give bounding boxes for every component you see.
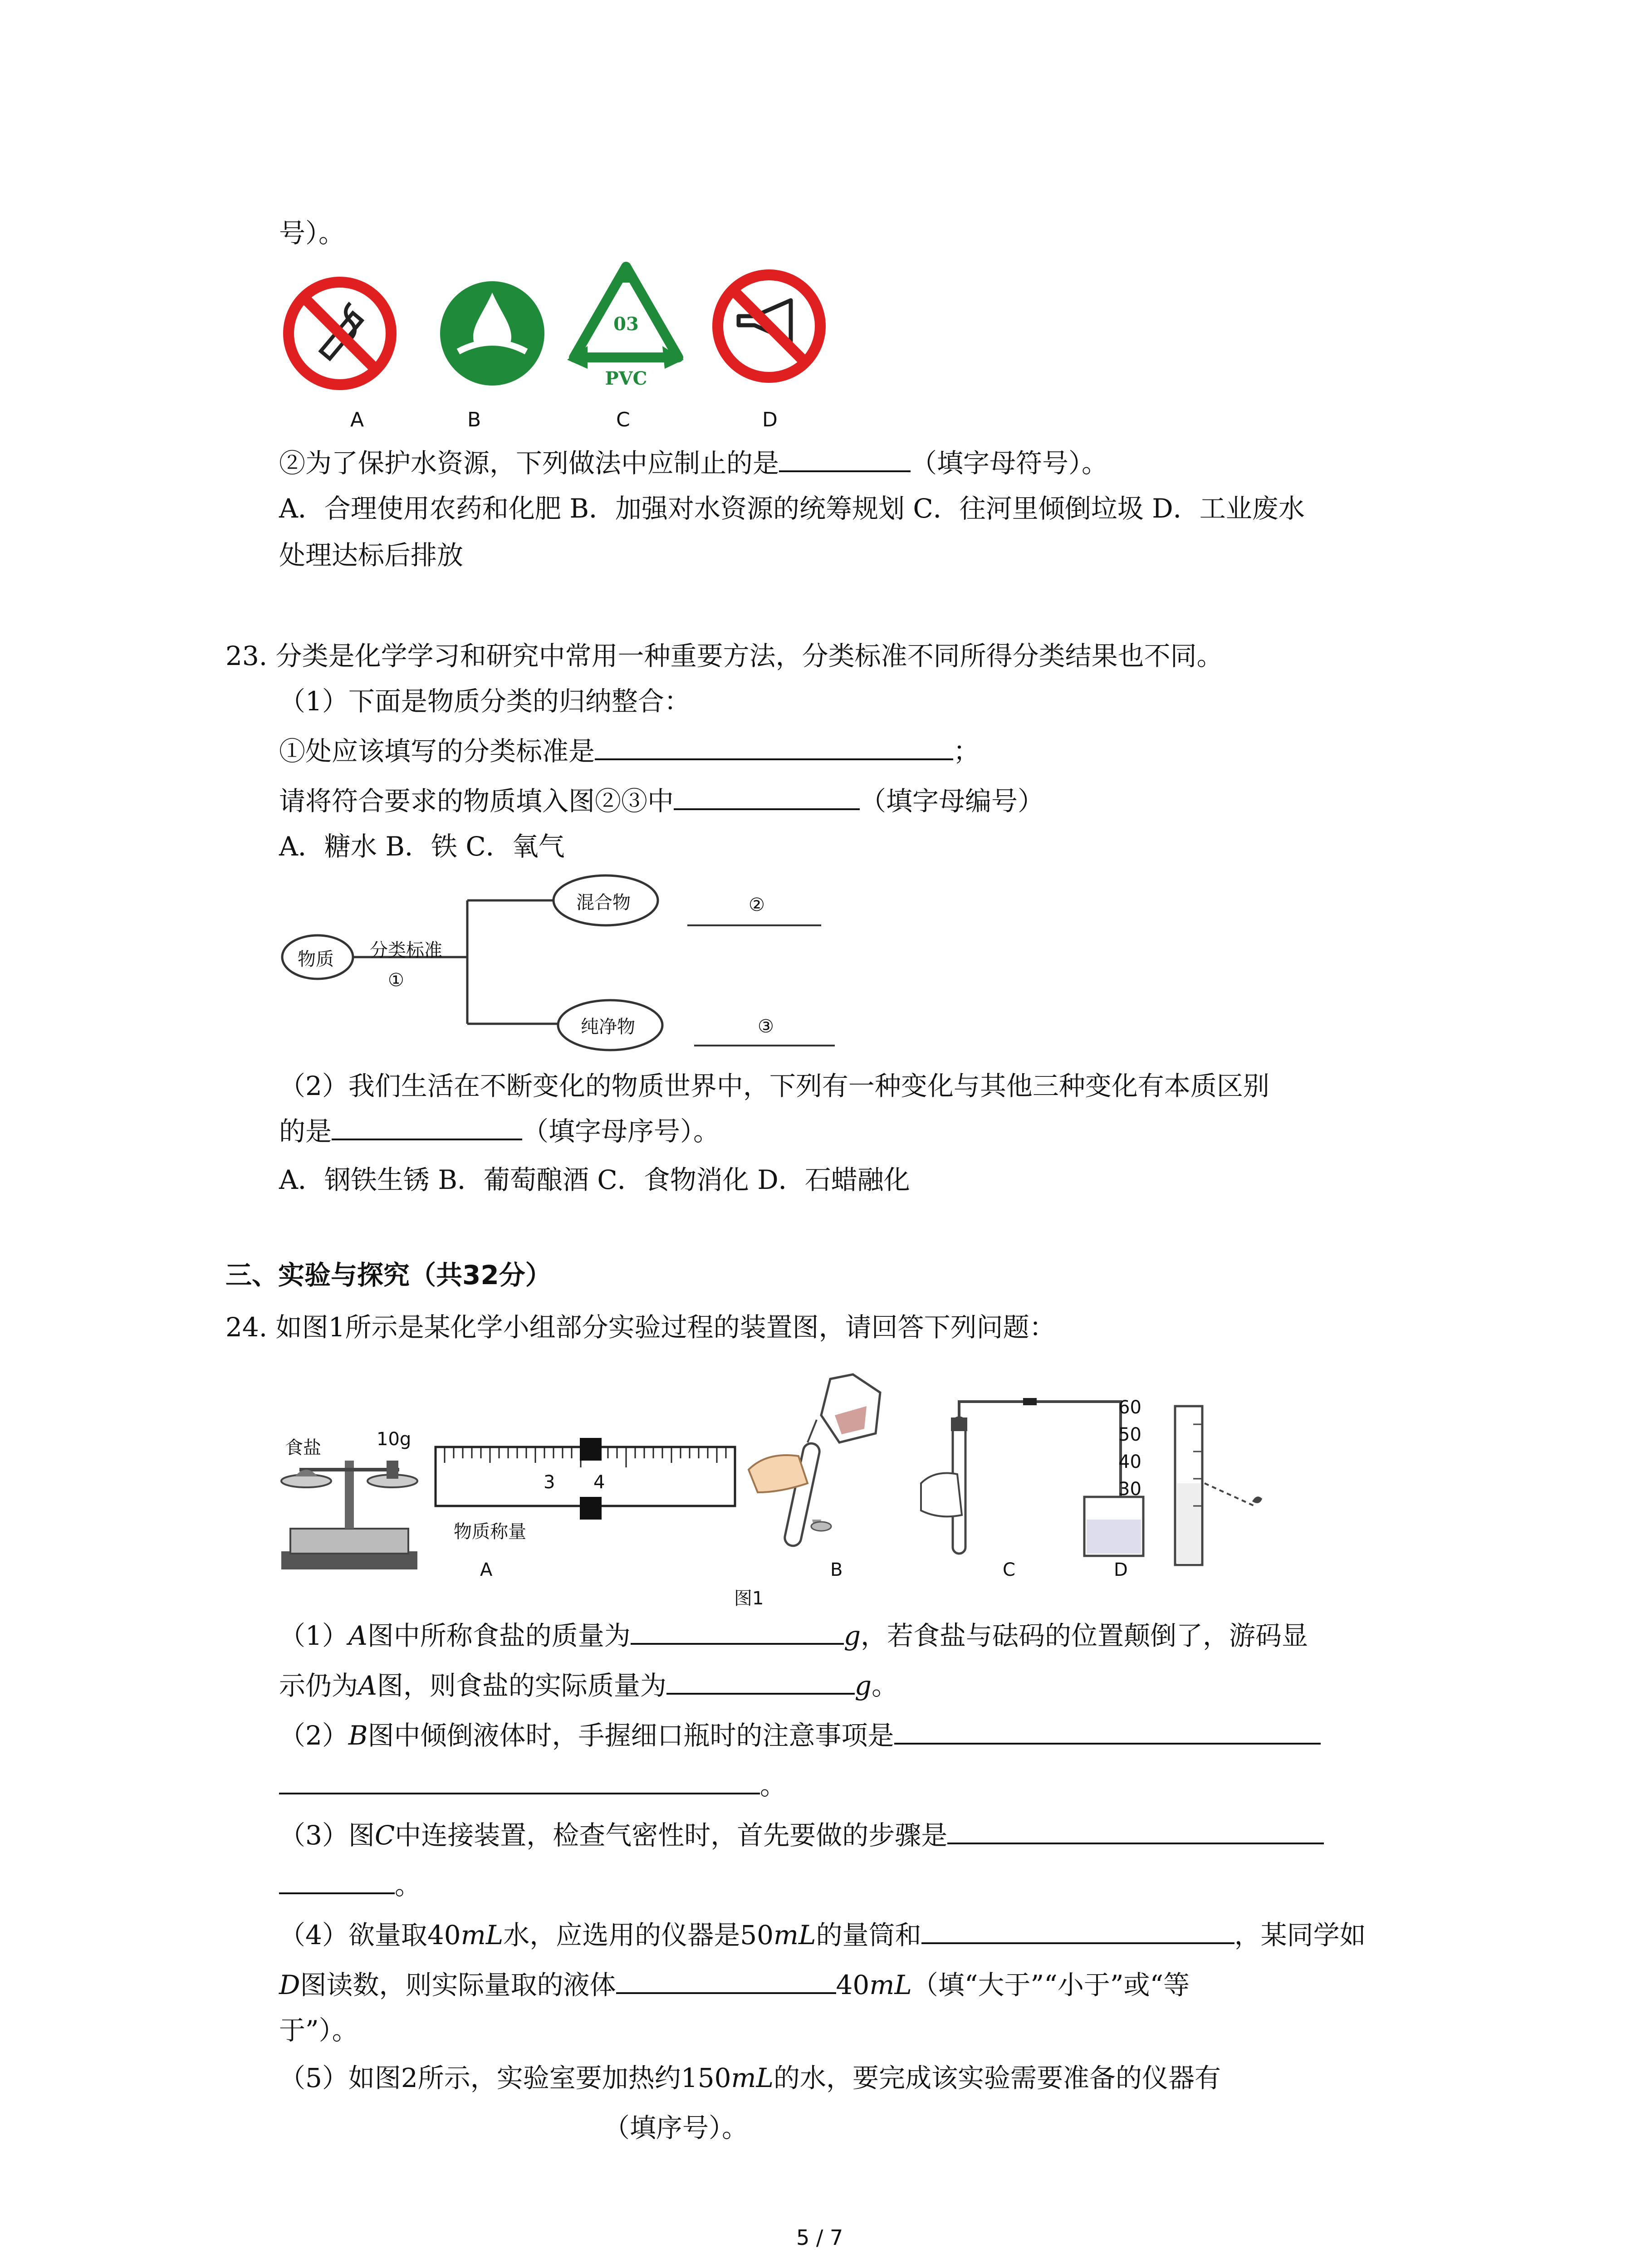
fig-ruler-3: 3 (544, 1472, 555, 1493)
question-22-options-line2: 处理达标后排放 (279, 540, 464, 571)
answer-blank[interactable] (779, 448, 911, 472)
fig-cyl-30: 30 (1118, 1479, 1141, 1500)
fig-cyl-60: 60 (1118, 1397, 1141, 1418)
answer-blank[interactable] (947, 1820, 1324, 1844)
question-text: 的水，要完成该实验需要准备的仪器有 (774, 2063, 1221, 2093)
question-text: ①处应该填写的分类标准是 (279, 736, 595, 767)
fig-ruler-4: 4 (593, 1472, 605, 1493)
no-honking-sign-icon (711, 269, 827, 384)
graduated-cylinder-icon (1175, 1406, 1262, 1565)
question-23-part1-options: A．糖水 B．铁 C．氧气 (279, 831, 565, 862)
diagram-branch-bottom-mark: ③ (758, 1016, 774, 1037)
question-text: 示仍为 (279, 1670, 358, 1701)
no-smoking-sign-icon (282, 276, 398, 391)
answer-blank[interactable] (674, 786, 860, 810)
fig-label-a: A (480, 1559, 493, 1580)
question-text: （1） (279, 1620, 348, 1651)
question-text: （5）如图2所示，实验室要加热约150 (279, 2063, 731, 2093)
answer-blank[interactable] (921, 1920, 1234, 1944)
section-heading: 三、实验与探究（共32分） (225, 1260, 552, 1290)
question-tail: ； (953, 736, 980, 767)
fig-cyl-40: 40 (1118, 1452, 1141, 1472)
question-23-part2-line1: （2）我们生活在不断变化的物质世界中，下列有一种变化与其他三种变化有本质区别 (279, 1070, 1269, 1101)
question-text: D (279, 1970, 300, 2000)
pvc-number: 03 (613, 313, 639, 335)
question-text: ②为了保护水资源，下列做法中应制止的是 (279, 448, 779, 479)
water-saving-sign-icon (438, 279, 547, 388)
question-text: （填“大于”“小于”或“等 (911, 1970, 1190, 2000)
question-text: 的量筒和 (816, 1920, 921, 1950)
answer-blank[interactable] (595, 736, 953, 760)
page-number: 5 / 7 (796, 2225, 843, 2250)
unit-text: g (843, 1620, 861, 1651)
question-22-options-line1: A．合理使用农药和化肥 B．加强对水资源的统筹规划 C．往河里倾倒垃圾 D．工业废水 (279, 493, 1305, 524)
unit-text: mL (774, 1920, 816, 1950)
diagram-criterion-mark: ① (388, 970, 404, 991)
question-24-part5-line1 (279, 2062, 1221, 2095)
airtightness-check-icon (921, 1398, 1143, 1556)
question-text: A (348, 1620, 367, 1651)
pvc-text: PVC (605, 368, 647, 389)
question-text: 图中倾倒液体时，手握细口瓶时的注意事项是 (367, 1720, 894, 1751)
question-24-part1-line1 (279, 1619, 1308, 1652)
question-text: 水，应选用的仪器是50 (503, 1920, 774, 1950)
question-text: 请将符合要求的物质填入图②③中 (279, 786, 674, 816)
question-text: 图中所称食盐的质量为 (367, 1620, 631, 1651)
sign-label-d: D (762, 408, 778, 431)
fig-caption: 图1 (734, 1588, 764, 1609)
pouring-liquid-icon (749, 1374, 880, 1547)
question-text: ，某同学如 (1234, 1920, 1366, 1950)
fig-cyl-50: 50 (1118, 1424, 1141, 1445)
question-text: （2） (279, 1720, 348, 1751)
fig-weight-label: 10g (377, 1429, 411, 1450)
question-22-part2 (279, 447, 1108, 480)
question-24-part4-line1 (279, 1919, 1366, 1952)
answer-blank[interactable] (616, 1970, 836, 1994)
answer-blank[interactable] (631, 1620, 844, 1645)
question-text: 的是 (279, 1116, 332, 1147)
answer-blank[interactable] (332, 1116, 522, 1140)
question-text: 。 (872, 1670, 898, 1701)
question-23-part1-line1 (279, 735, 980, 768)
question-tail: （填字母编号） (860, 786, 1044, 816)
question-text: 图读数，则实际量取的液体 (300, 1970, 616, 2000)
answer-blank[interactable] (279, 1770, 760, 1794)
answer-blank[interactable] (666, 1670, 855, 1695)
fig-label-b: B (830, 1559, 843, 1580)
question-text: （4）欲量取40 (279, 1920, 461, 1950)
figure-1-apparatus (272, 1374, 1261, 1610)
question-24-part4-line3: 于”）。 (279, 2015, 358, 2046)
sign-label-a: A (350, 408, 364, 431)
question-24-part4-line2 (279, 1969, 1190, 2002)
question-text: 40 (836, 1970, 870, 2000)
classification-diagram (272, 869, 871, 1068)
question-text: C (374, 1820, 395, 1851)
text-line-continuation: 号）。 (279, 218, 345, 249)
question-23-part2-options: A．钢铁生锈 B．葡萄酿酒 C．食物消化 D．石蜡融化 (279, 1164, 910, 1195)
fig-label-d: D (1114, 1559, 1128, 1580)
balance-icon (281, 1461, 417, 1569)
question-24-part1-line2 (279, 1669, 898, 1702)
question-24-part2-line2 (279, 1769, 786, 1802)
rider-scale-ruler (436, 1438, 735, 1520)
question-23-part2-line2 (279, 1115, 720, 1148)
unit-text: g (854, 1670, 872, 1701)
question-23-stem: 23. 分类是化学学习和研究中常用一种重要方法，分类标准不同所得分类结果也不同。 (225, 640, 1223, 671)
question-23-part1-title: （1）下面是物质分类的归纳整合： (279, 686, 691, 717)
question-text: ，若食盐与砝码的位置颠倒了，游码显 (860, 1620, 1308, 1651)
question-24-part5-line2: （填序号）。 (603, 2112, 749, 2143)
question-24-part2-line1 (279, 1719, 1321, 1752)
question-tail: （填字母符号）。 (911, 448, 1108, 479)
answer-blank[interactable] (894, 1720, 1321, 1745)
question-24-stem: 24. 如图1所示是某化学小组部分实验过程的装置图，请回答下列问题： (225, 1312, 1056, 1343)
diagram-root: 物质 (298, 949, 334, 970)
recycle-pvc-sign-icon (565, 262, 687, 394)
question-text: 图，则食盐的实际质量为 (377, 1670, 666, 1701)
question-text: （3）图 (279, 1820, 375, 1851)
fig-ruler-caption: 物质称量 (454, 1521, 526, 1542)
sign-label-b: B (467, 408, 481, 431)
question-text: 。 (395, 1870, 421, 1901)
question-text: 中连接装置，检查气密性时，首先要做的步骤是 (395, 1820, 948, 1851)
diagram-criterion: 分类标准 (370, 940, 442, 961)
diagram-branch-bottom: 纯净物 (581, 1017, 635, 1037)
unit-text: mL (869, 1970, 912, 2000)
fig-salt-label: 食盐 (285, 1437, 321, 1458)
question-text: B (348, 1720, 368, 1751)
question-tail: （填字母序号）。 (522, 1116, 720, 1147)
answer-blank[interactable] (279, 1870, 395, 1894)
fig-label-c: C (1003, 1559, 1015, 1580)
question-24-part3-line1 (279, 1819, 1324, 1852)
question-text: 。 (760, 1770, 787, 1801)
question-24-part3-line2 (279, 1869, 421, 1902)
diagram-branch-top: 混合物 (576, 892, 631, 913)
unit-text: mL (460, 1920, 504, 1950)
question-23-part1-line2 (279, 785, 1044, 818)
sign-label-c: C (616, 408, 630, 431)
diagram-branch-top-mark: ② (749, 894, 765, 915)
unit-text: mL (731, 2063, 774, 2093)
question-text: A (358, 1670, 377, 1701)
